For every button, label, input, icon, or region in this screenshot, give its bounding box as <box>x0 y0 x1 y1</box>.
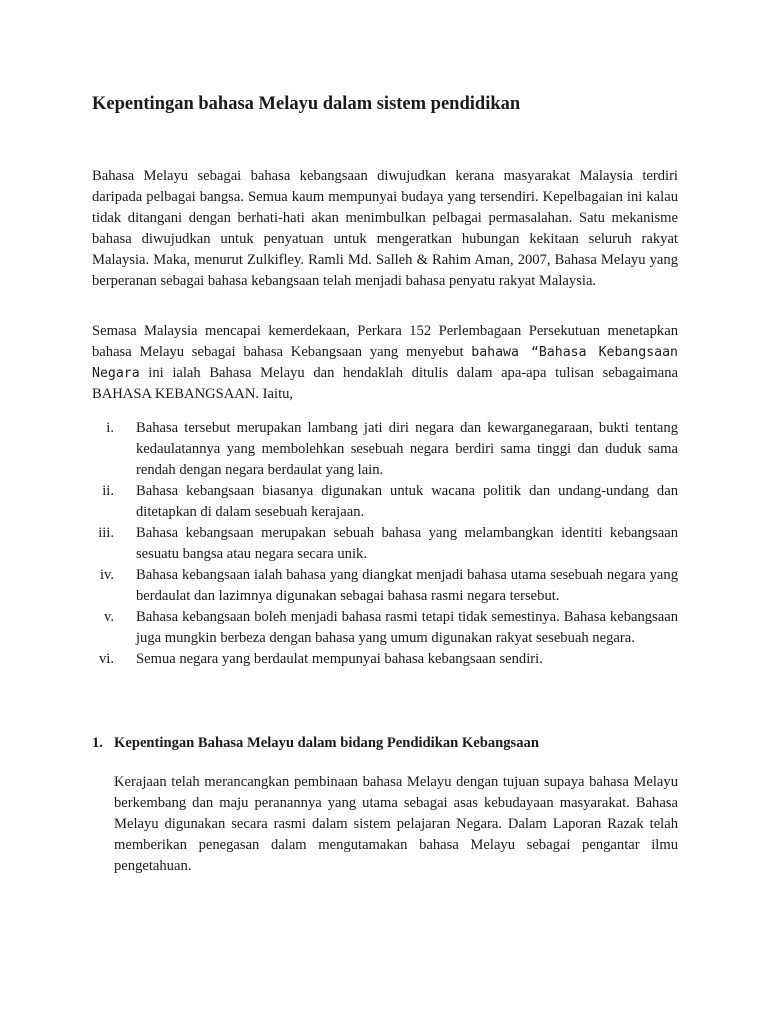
list-item-text: Bahasa kebangsaan ialah bahasa yang diangkat menjadi bahasa utama sesebuah negara yang berdaulat dan lazimnya digunakan sebagai bahasa rasmi negara tersebut. <box>136 567 678 604</box>
list-item-text: Bahasa kebangsaan merupakan sebuah bahasa yang melambangkan identiti kebangsaan sesuatu bangsa atau negara secara unik. <box>136 525 678 562</box>
list-item <box>92 607 678 649</box>
paragraph-2-start: Semasa Malaysia mencapai kemerdekaan, Perkara 152 Perlembagaan Persekutuan menetapkan bahasa Melayu sebagai bahasa Kebangsaan yang menyebut <box>92 323 678 360</box>
list-item-text: Semua negara yang berdaulat mempunyai bahasa kebangsaan sendiri. <box>136 651 543 667</box>
list-item-text: Bahasa kebangsaan biasanya digunakan untuk wacana politik dan undang-undang dan ditetapkan di dalam sesebuah kerajaan. <box>136 483 678 520</box>
list-item-number: iii. <box>98 525 114 541</box>
list-item <box>92 523 678 565</box>
section-1-title: Kepentingan Bahasa Melayu dalam bidang Pendidikan Kebangsaan <box>114 735 539 751</box>
paragraph-2-quote: bahawa “Bahasa Kebangsaan Negara <box>92 345 678 381</box>
section-1-number: 1. <box>92 735 103 751</box>
section-1-paragraph: Kerajaan telah merancangkan pembinaan bahasa Melayu dengan tujuan supaya bahasa Melayu berkembang dan maju peranannya yang utama sebagai asas kebudayaan masyarakat. Bahasa Melayu digunakan secara rasmi dalam sistem pelajaran Negara. Dalam Laporan Razak telah memberikan penegasan dalam mengutamakan bahasa Melayu sebagai pengantar ilmu pengetahuan. <box>114 774 678 874</box>
intro-paragraph: Bahasa Melayu sebagai bahasa kebangsaan diwujudkan kerana masyarakat Malaysia terdiri daripada pelbagai bangsa. Semua kaum mempunyai budaya yang tersendiri. Kepelbagaian ini kalau tidak ditangani dengan berhati-hati akan menimbulkan pelbagai permasalahan. Satu mekanisme bahasa diwujudkan untuk penyatuan untuk mengeratkan hubungan kekitaan seluruh rakyat Malaysia. Maka, menurut Zulkifley. Ramli Md. Salleh & Rahim Aman, 2007, Bahasa Melayu yang berperanan sebagai bahasa kebangsaan telah menjadi bahasa penyatu rakyat Malaysia. <box>92 168 678 289</box>
list-item-text: Bahasa tersebut merupakan lambang jati diri negara dan kewarganegaraan, bukti tentang kedaulatannya yang membolehkan sesebuah negara berdiri sama tinggi dan duduk sama rendah dengan negara berdaulat yang lain. <box>136 420 678 478</box>
list-item <box>92 565 678 607</box>
list-item-number: v. <box>104 609 114 625</box>
document-title: Kepentingan bahasa Melayu dalam sistem pendidikan <box>92 94 521 114</box>
section-1-heading <box>92 733 539 754</box>
list-item-number: ii. <box>102 483 114 499</box>
paragraph-2-end: ini ialah Bahasa Melayu dan hendaklah ditulis dalam apa-apa tulisan sebagaimana BAHASA KEBANGSAAN. Iaitu, <box>92 365 678 402</box>
list-item <box>92 649 678 670</box>
list-item-number: i. <box>106 420 114 436</box>
list-item-number: iv. <box>99 567 114 583</box>
list-item <box>92 418 678 481</box>
list-item <box>92 481 678 523</box>
list-item-number: vi. <box>99 651 114 667</box>
roman-numeral-list <box>92 418 678 670</box>
article-152-paragraph <box>92 321 678 405</box>
list-item-text: Bahasa kebangsaan boleh menjadi bahasa rasmi tetapi tidak semestinya. Bahasa kebangsaan juga mungkin berbeza dengan bahasa yang umum digunakan rakyat sesebuah negara. <box>136 609 678 646</box>
